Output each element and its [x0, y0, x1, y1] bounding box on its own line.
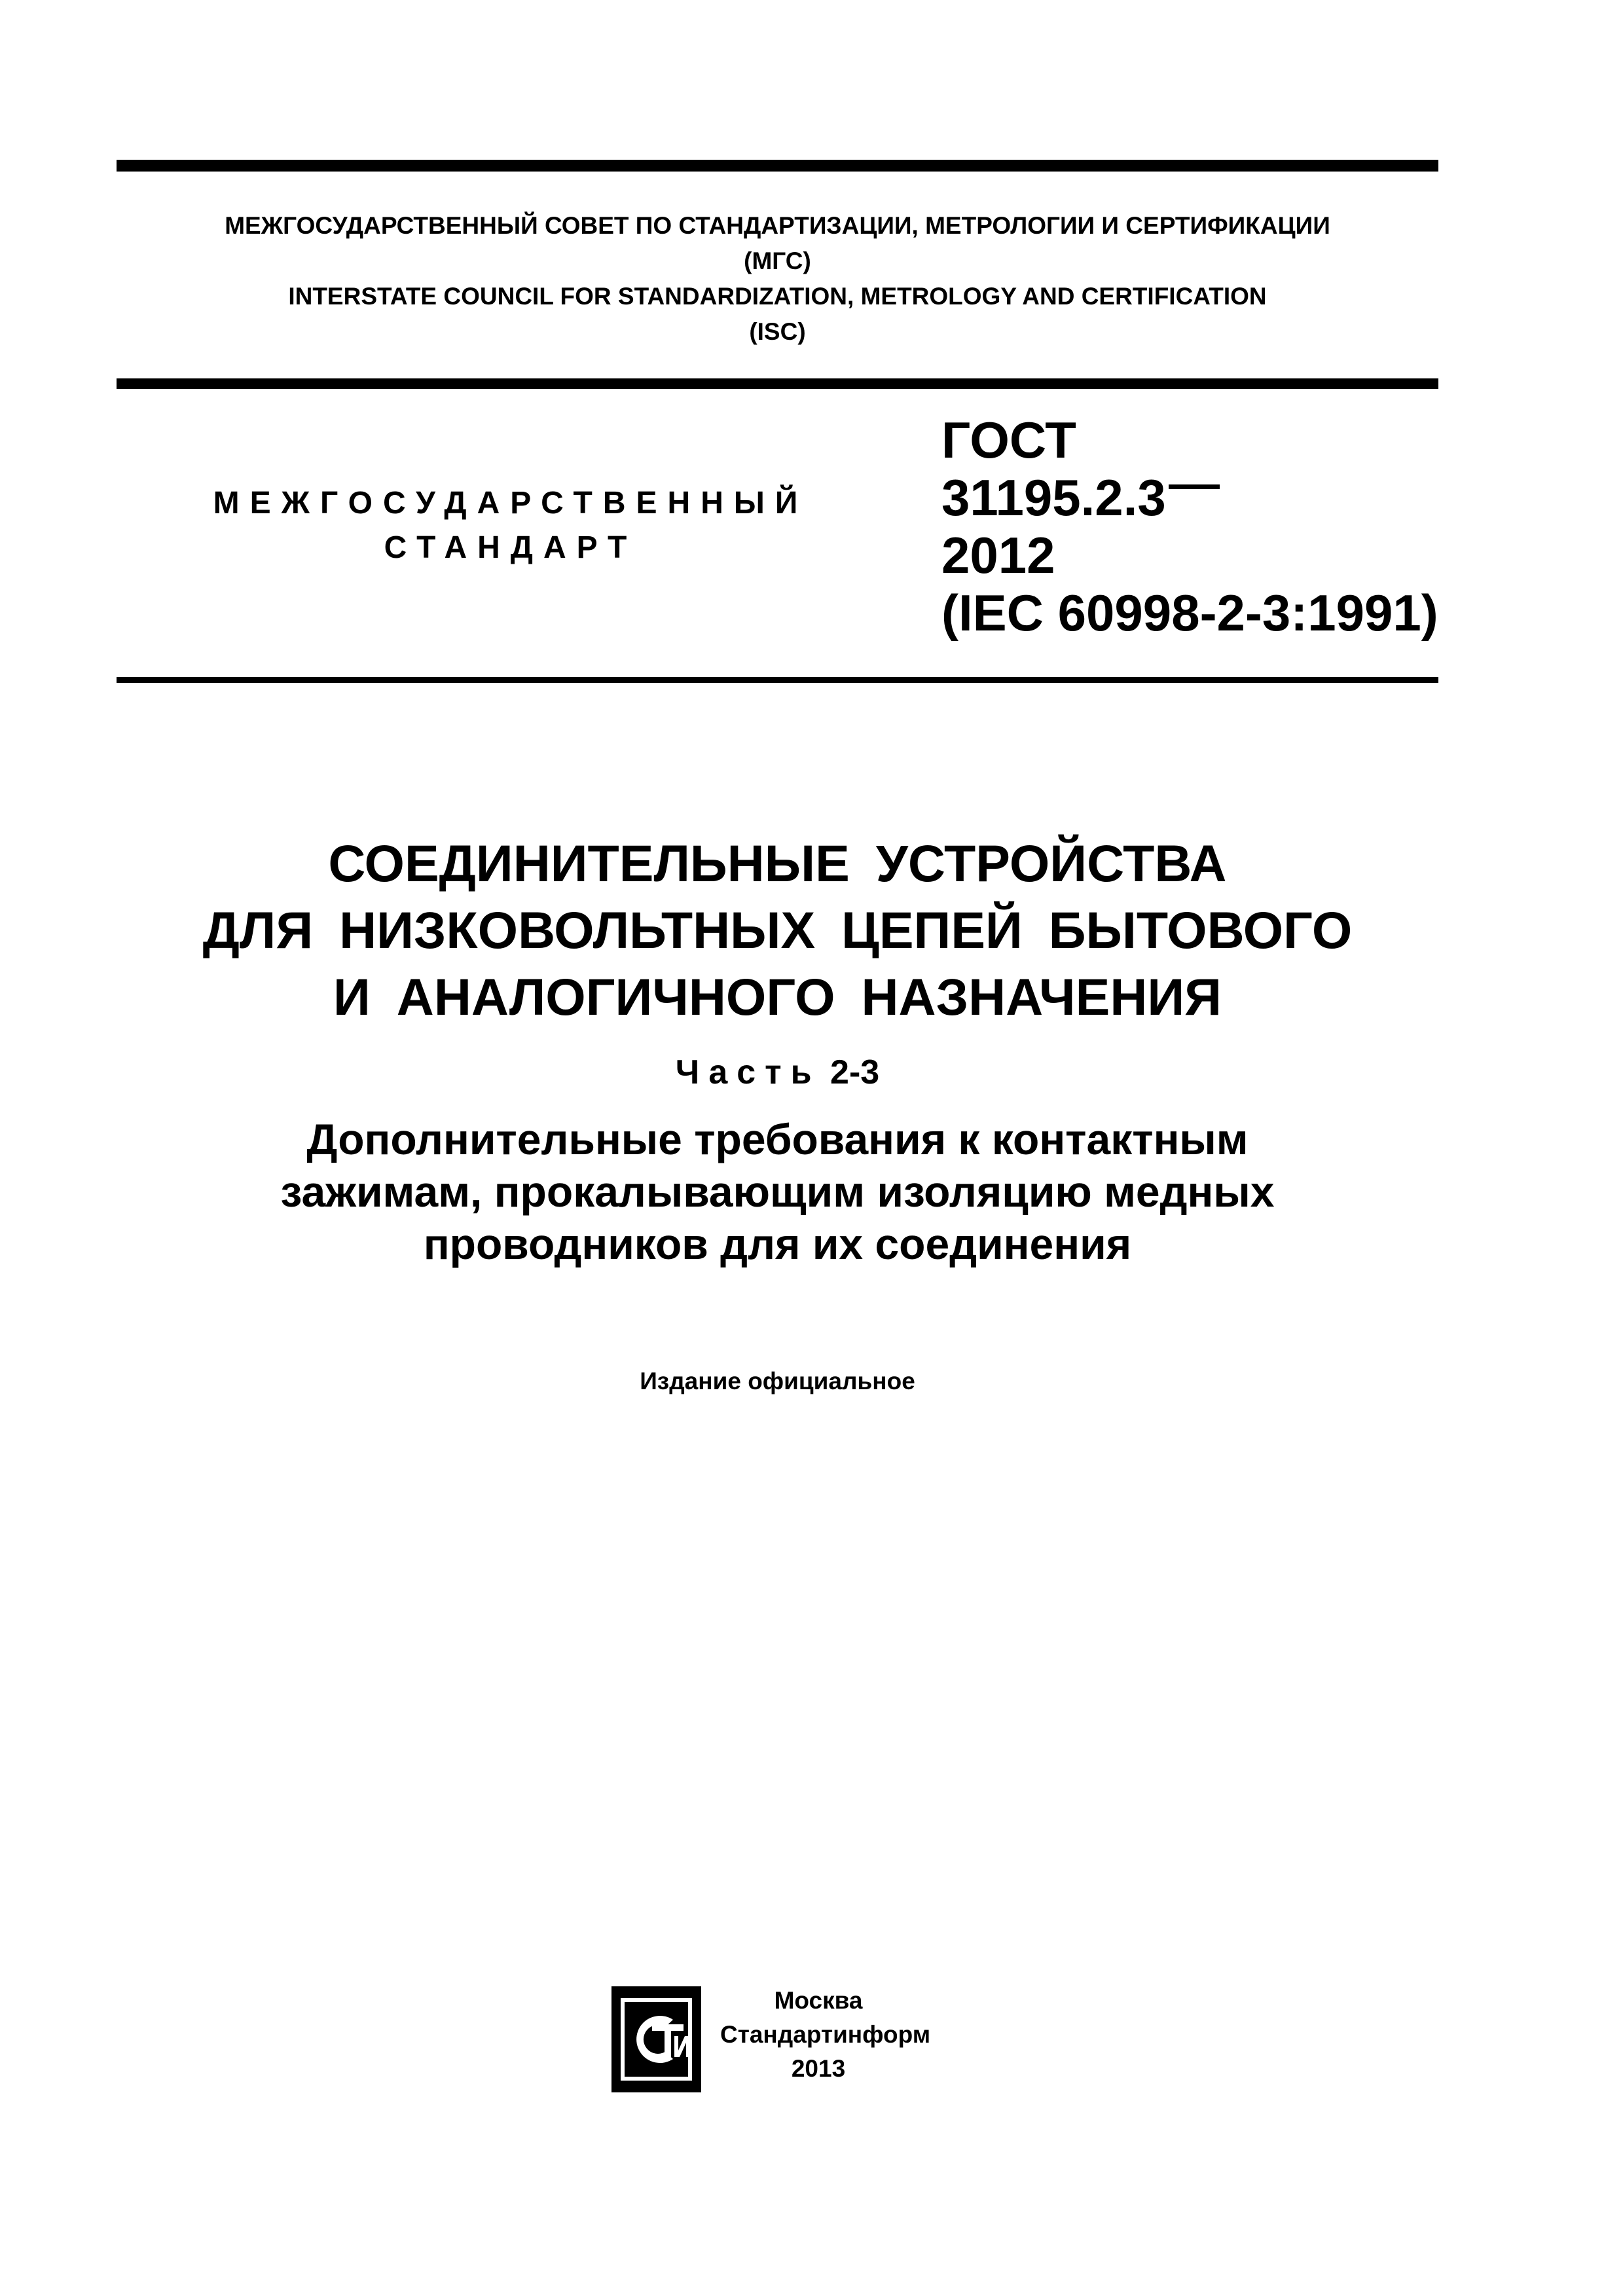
publisher-year: 2013 [791, 2055, 846, 2082]
council-abbr-en: (ISC) [749, 318, 806, 345]
gost-prefix: ГОСТ [941, 411, 1076, 469]
title-line1: СОЕДИНИТЕЛЬНЫЕ УСТРОЙСТВА [328, 834, 1227, 892]
standard-type [196, 481, 825, 570]
part-number: 2-3 [830, 1053, 880, 1091]
gost-year: 2012 [941, 526, 1055, 584]
standard-designation [941, 411, 1438, 642]
top-rule [117, 160, 1438, 172]
standard-type-line1: МЕЖГОСУДАРСТВЕННЫЙ [213, 486, 809, 520]
council-header [117, 208, 1438, 350]
council-name-en: INTERSTATE COUNCIL FOR STANDARDIZATION, METROLOGY AND CERTIFICATION [288, 283, 1267, 310]
publisher-name: Стандартинформ [720, 2021, 931, 2048]
subtitle-line2: зажимам, прокалывающим изоляцию медных [280, 1167, 1275, 1216]
council-name-ru: МЕЖГОСУДАРСТВЕННЫЙ СОВЕТ ПО СТАНДАРТИЗАЦИИ, МЕТРОЛОГИИ И СЕРТИФИКАЦИИ [225, 212, 1330, 239]
gost-number: 31195.2.3 [941, 469, 1166, 526]
subtitle-line3: проводников для их соединения [423, 1220, 1132, 1268]
publisher-city: Москва [774, 1987, 863, 2014]
standartinform-logo-icon [609, 1984, 704, 2095]
document-title [117, 830, 1438, 1030]
publisher-info [720, 1984, 931, 2086]
gost-number-line [941, 469, 1438, 526]
dash-mark [1169, 484, 1220, 489]
part-label [117, 1051, 1438, 1094]
title-line2: ДЛЯ НИЗКОВОЛЬТНЫХ ЦЕПЕЙ БЫТОВОГО [202, 901, 1353, 959]
council-abbr-ru: (МГС) [744, 247, 811, 274]
standard-type-line2: СТАНДАРТ [384, 530, 638, 565]
subtitle-line1: Дополнительные требования к контактным [306, 1115, 1249, 1163]
part-word: Часть [675, 1053, 821, 1091]
document-subtitle [117, 1113, 1438, 1270]
title-line3: И АНАЛОГИЧНОГО НАЗНАЧЕНИЯ [333, 968, 1222, 1026]
edition-label: Издание официальное [640, 1368, 915, 1394]
header-rule [117, 378, 1438, 389]
iec-reference: (IEC 60998-2-3:1991) [941, 584, 1438, 642]
designation-rule [117, 677, 1438, 683]
